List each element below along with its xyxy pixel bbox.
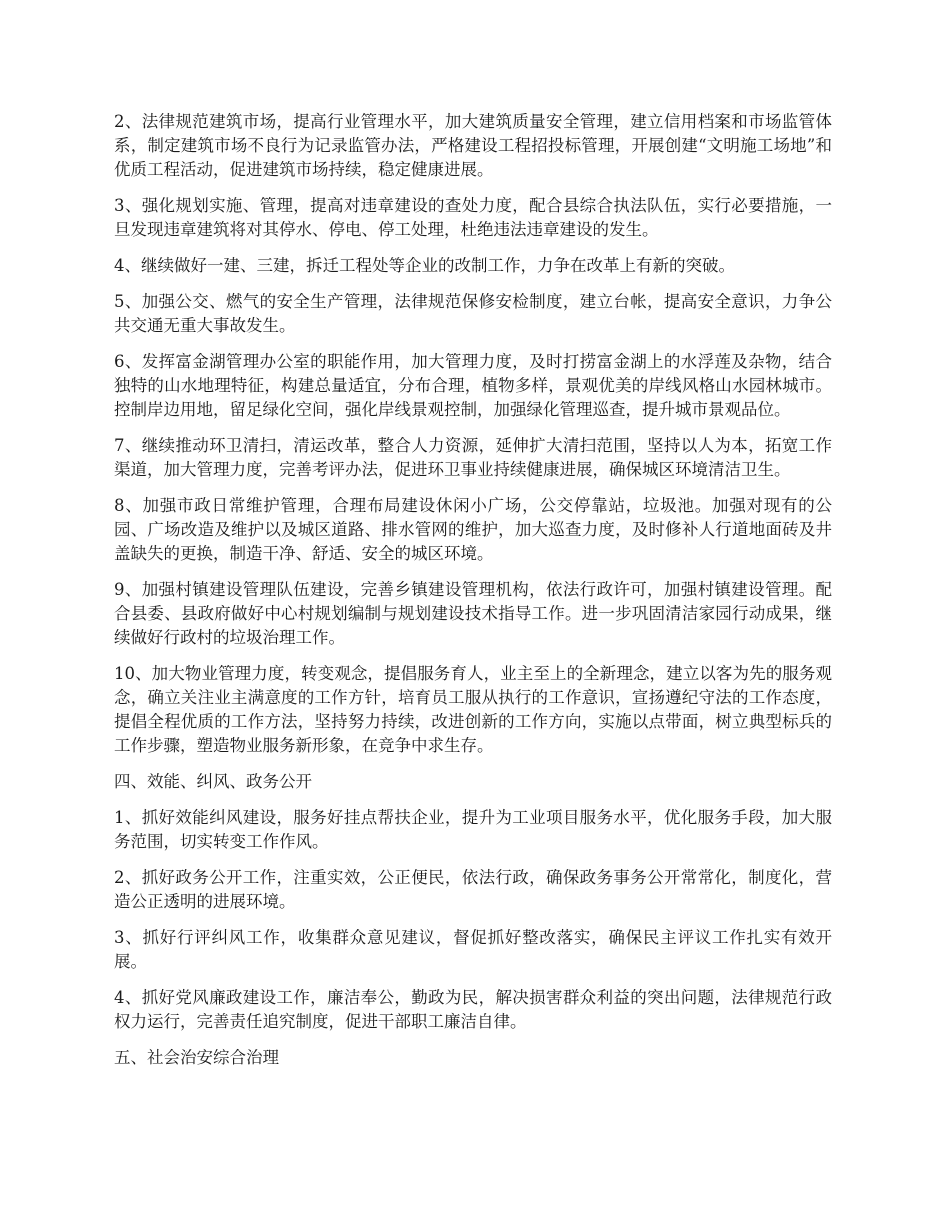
paragraph-item-1-efficiency: 1、抓好效能纠风建设，服务好挂点帮扶企业，提升为工业项目服务水平，优化服务手段，加大服务范围，切实转变工作作风。 <box>114 808 832 851</box>
paragraph-item-6-lake: 6、发挥富金湖管理办公室的职能作用，加大管理力度，及时打捞富金湖上的水浮莲及杂物，结合独特的山水地理特征，构建总量适宜，分布合理，植物多样，景观优美的岸线风格山水园林城市。控制岸边用地，留足绿化空间，强化岸线景观控制，加强绿化管理巡查，提升城市景观品位。 <box>114 352 832 419</box>
paragraph-item-3-planning: 3、强化规划实施、管理，提高对违章建设的查处力度，配合县综合执法队伍，实行必要措施，一旦发现违章建筑将对其停水、停电、停工处理，杜绝违法违章建设的发生。 <box>114 196 832 239</box>
paragraph-item-8-municipal: 8、加强市政日常维护管理，合理布局建设休闲小广场，公交停靠站，垃圾池。加强对现有的公园、广场改造及维护以及城区道路、排水管网的维护，加大巡查力度，及时修补人行道地面砖及井盖缺失的更换，制造干净、舒适、安全的城区环境。 <box>114 496 832 563</box>
paragraph-item-9-village: 9、加强村镇建设管理队伍建设，完善乡镇建设管理机构，依法行政许可，加强村镇建设管理。配合县委、县政府做好中心村规划编制与规划建设技术指导工作。进一步巩固清洁家园行动成果，继续做好行政村的垃圾治理工作。 <box>114 580 832 647</box>
paragraph-item-3-evaluation: 3、抓好行评纠风工作，收集群众意见建议，督促抓好整改落实，确保民主评议工作扎实有效开展。 <box>114 928 832 971</box>
section-heading-5: 五、社会治安综合治理 <box>114 1048 279 1067</box>
paragraph-item-2-transparency: 2、抓好政务公开工作，注重实效，公正便民，依法行政，确保政务事务公开常常化，制度化，营造公正透明的进展环境。 <box>114 868 832 911</box>
paragraph-item-7-sanitation: 7、继续推动环卫清扫，清运改革，整合人力资源，延伸扩大清扫范围，坚持以人为本，拓宽工作渠道，加大管理力度，完善考评办法，促进环卫事业持续健康进展，确保城区环境清洁卫生。 <box>114 436 832 479</box>
paragraph-item-4-integrity: 4、抓好党风廉政建设工作，廉洁奉公，勤政为民，解决损害群众利益的突出问题，法律规范行政权力运行，完善责任追究制度，促进干部职工廉洁自律。 <box>114 988 832 1031</box>
paragraph-item-4-reform: 4、继续做好一建、三建，拆迁工程处等企业的改制工作，力争在改革上有新的突破。 <box>114 256 735 275</box>
paragraph-item-5-safety: 5、加强公交、燃气的安全生产管理，法律规范保修安检制度，建立台帐，提高安全意识，力争公共交通无重大事故发生。 <box>114 292 832 335</box>
document-body <box>114 110 832 1082</box>
paragraph-item-10-property: 10、加大物业管理力度，转变观念，提倡服务育人，业主至上的全新理念，建立以客为先的服务观念，确立关注业主满意度的工作方针，培育员工服从执行的工作意识，宣扬遵纪守法的工作态度，提倡全程优质的工作方法，坚持努力持续，改进创新的工作方向，实施以点带面，树立典型标兵的工作步骤，塑造物业服务新形象，在竞争中求生存。 <box>114 664 832 755</box>
section-heading-4: 四、效能、纠风、政务公开 <box>114 772 312 791</box>
paragraph-item-2-market: 2、法律规范建筑市场，提高行业管理水平，加大建筑质量安全管理，建立信用档案和市场监管体系，制定建筑市场不良行为记录监管办法，严格建设工程招投标管理，开展创建“文明施工场地”和优质工程活动，促进建筑市场持续，稳定健康进展。 <box>114 112 832 179</box>
